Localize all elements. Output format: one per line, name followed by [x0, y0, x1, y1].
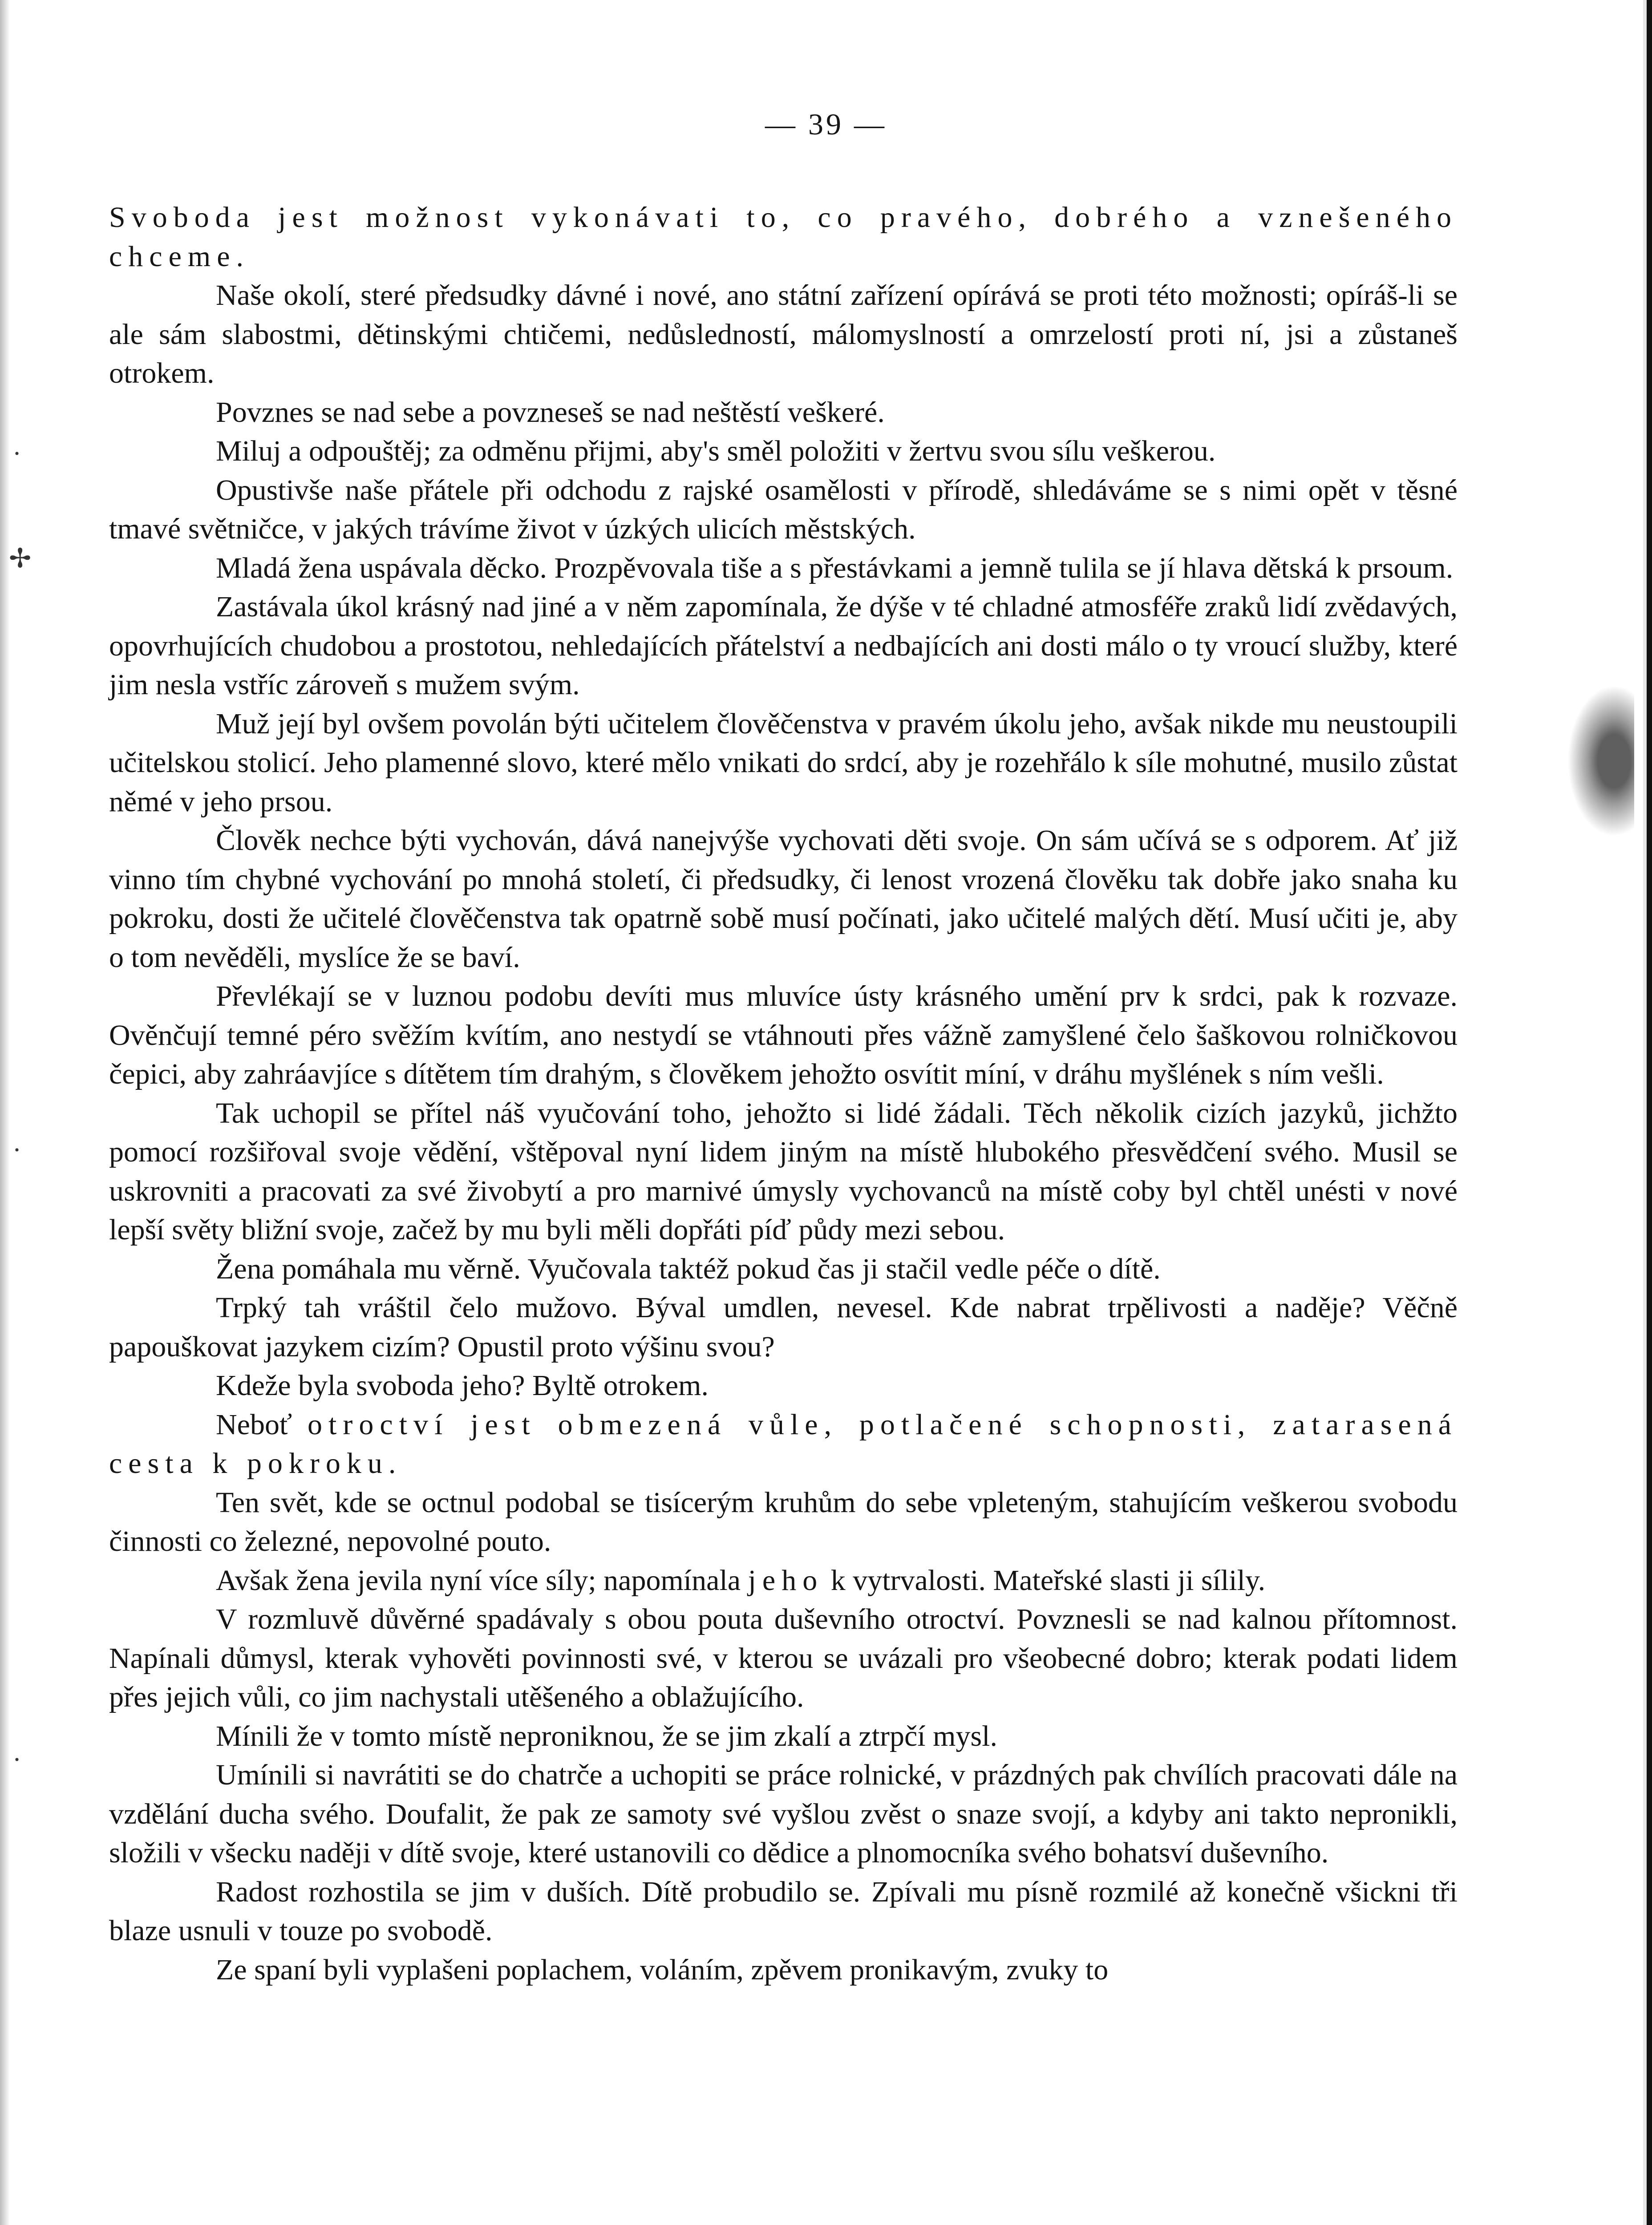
paragraph-text: Neboť [216, 1408, 308, 1441]
paragraph-text: Kdeže byla svoboda jeho? Byltě otrokem. [216, 1369, 709, 1402]
paragraph-text: Tak uchopil se přítel náš vyučování toho, jehožto si lidé žádali. Těch několik cizích jazyků, jichžto pomocí rozšiřoval svoje vědění, vštěpoval nyní lidem jiným na místě hlubokého přesvědčení svého. Musil se uskrovniti a pracovati za své živobytí a pro marnivé úmysly vychovanců na místě coby byl chtěl unésti v nové lepší světy bližní svoje, začež by mu byli měli dopřáti píď půdy mezi sebou. [109, 1096, 1458, 1246]
paragraph [109, 1288, 1458, 1366]
paragraph [109, 977, 1458, 1094]
paragraph [109, 393, 1458, 432]
paragraph-text: Radost rozhostila se jim v duších. Dítě probudilo se. Zpívali mu písně rozmilé až konečně všickni tři blaze usnuli v touze po svobodě. [109, 1875, 1458, 1947]
margin-cross: ✢ [9, 544, 32, 573]
paragraph-text: Muž její byl ovšem povolán býti učitelem člověčenstva v pravém úkolu jeho, avšak nikde mu neustoupili učitelskou stolicí. Jeho plamenné slovo, které mělo vnikati do srdcí, aby je rozehřálo k síle mohutné, musilo zůstat němé v jeho prsou. [109, 707, 1458, 818]
paragraph [109, 1717, 1458, 1756]
paragraph-text: Ze spaní byli vyplašeni poplachem, voláním, zpěvem pronikavým, zvuky to [216, 1953, 1109, 1986]
paragraph [109, 1600, 1458, 1717]
emphasized-text: jeho [748, 1564, 824, 1597]
paragraph [109, 276, 1458, 393]
margin-dot: · [12, 1745, 21, 1774]
paragraph [109, 198, 1458, 276]
document-body [109, 198, 1458, 1989]
paragraph-text: Avšak žena jevila nyní více síly; napomínala [216, 1564, 748, 1597]
paragraph [109, 432, 1458, 471]
emphasized-text: otroctví jest obmezená vůle, potlačené schopnosti, zatarasená cesta k pokroku. [109, 1408, 1458, 1480]
paragraph-text: Opustivše naše přátele při odchodu z rajské osamělosti v přírodě, shledáváme se s nimi opět v těsné tmavé světničce, v jakých trávíme život v úzkých ulicích městských. [109, 473, 1458, 545]
paragraph-text: Převlékají se v luznou podobu devíti mus mluvíce ústy krásného umění prv k srdci, pak k rozvaze. Ověnčují temné péro svěžím kvítím, ano nestydí se vtáhnouti přes vážně zamyšlené čelo šaškovou rolničkovou čepici, aby zahráavjíce s dítětem tím drahým, s člověkem jehožto osvítit míní, v dráhu myšlének s ním vešli. [109, 980, 1458, 1090]
paragraph-text: Žena pomáhala mu věrně. Vyučovala taktéž pokud čas ji stačil vedle péče o dítě. [216, 1252, 1161, 1285]
paragraph [109, 704, 1458, 821]
paragraph [109, 1873, 1458, 1950]
paragraph [109, 587, 1458, 704]
paragraph-text: Naše okolí, steré předsudky dávné i nové, ano státní zařízení opírává se proti této možnosti; opíráš-li se ale sám slabostmi, dětinskými chtičemi, nedůsledností, málomyslností a omrzelostí proti ní, jsi a zůstaneš otrokem. [109, 279, 1458, 389]
paragraph-text: k vytrvalosti. Mateřské slasti ji sílily. [823, 1564, 1266, 1597]
scan-right-edge [1638, 0, 1652, 2225]
paragraph-text: Trpký tah vráštil čelo mužovo. Býval umdlen, nevesel. Kde nabrat trpělivosti a naděje? Věčně papouškovat jazykem cizím? Opustil proto výšinu svou? [109, 1291, 1458, 1363]
ink-blot [1567, 685, 1634, 837]
paragraph [109, 1250, 1458, 1289]
paragraph [109, 1483, 1458, 1561]
paragraph-text: Umínili si navrátiti se do chatrče a uchopiti se práce rolnické, v prázdných pak chvílích pracovati dále na vzdělání ducha svého. Doufalit, že pak ze samoty své vyšlou zvěst o snaze svojí, a kdyby ani takto nepronikli, složili v všecku naději v dítě svoje, které ustanovili co dědice a plnomocníka svého bohatsví duševního. [109, 1759, 1458, 1869]
paragraph-text: Povznes se nad sebe a povzneseš se nad neštěstí veškeré. [216, 396, 885, 429]
paragraph [109, 549, 1458, 588]
paragraph [109, 821, 1458, 977]
paragraph [109, 1950, 1458, 1990]
scan-left-edge [0, 0, 10, 2225]
paragraph [109, 1405, 1458, 1483]
margin-dot: · [12, 439, 21, 468]
paragraph-text: Miluj a odpouštěj; za odměnu přijmi, aby's směl položiti v žertvu svou sílu veškerou. [216, 435, 1216, 467]
paragraph [109, 1094, 1458, 1250]
paragraph [109, 1756, 1458, 1873]
paragraph [109, 1366, 1458, 1405]
paragraph-text: Ten svět, kde se octnul podobal se tisícerým kruhům do sebe vpleteným, stahujícím veškerou svobodu činnosti co železné, nepovolné pouto. [109, 1486, 1458, 1558]
paragraph [109, 1561, 1458, 1600]
paragraph-text: Člověk nechce býti vychován, dává nanejvýše vychovati děti svoje. On sám učívá se s odporem. Ať již vinno tím chybné vychování po mnohá století, či předsudky, či lenost vrozená člověku tak dobře jako snaha ku pokroku, dosti že učitelé člověčenstva tak opatrně sobě musí počínati, jako učitelé malých dětí. Musí učiti je, aby o tom nevěděli, myslíce že se baví. [109, 824, 1458, 974]
paragraph [109, 471, 1458, 549]
page-number: — 39 — [765, 107, 887, 141]
paragraph-text: Zastávala úkol krásný nad jiné a v něm zapomínala, že dýše v té chladné atmosféře zraků lidí zvědavých, opovrhujících chudobou a prostotou, nehledajících přátelství a nedbajících ani dosti málo o ty vroucí služby, které jim nesla vstříc zároveň s mužem svým. [109, 591, 1458, 701]
paragraph-text: Mínili že v tomto místě neproniknou, že se jim zkalí a ztrpčí mysl. [216, 1719, 997, 1752]
paragraph-text: Mladá žena uspávala děcko. Prozpěvovala tiše a s přestávkami a jemně tulila se jí hlava dětská k prsoum. [216, 551, 1454, 584]
margin-dot: · [12, 1135, 21, 1165]
paragraph-text: V rozmluvě důvěrné spadávaly s obou pouta duševního otroctví. Povznesli se nad kalnou přítomnost. Napínali důmysl, kterak vyhověti povinnosti své, v kterou se uvázali pro všeobecné dobro; kterak podati lidem přes jejich vůli, co jim nachystali utěšeného a oblažujícího. [109, 1603, 1458, 1713]
emphasized-text: Svoboda jest možnost vykonávati to, co pravého, dobrého a vznešeného chceme. [109, 201, 1458, 273]
